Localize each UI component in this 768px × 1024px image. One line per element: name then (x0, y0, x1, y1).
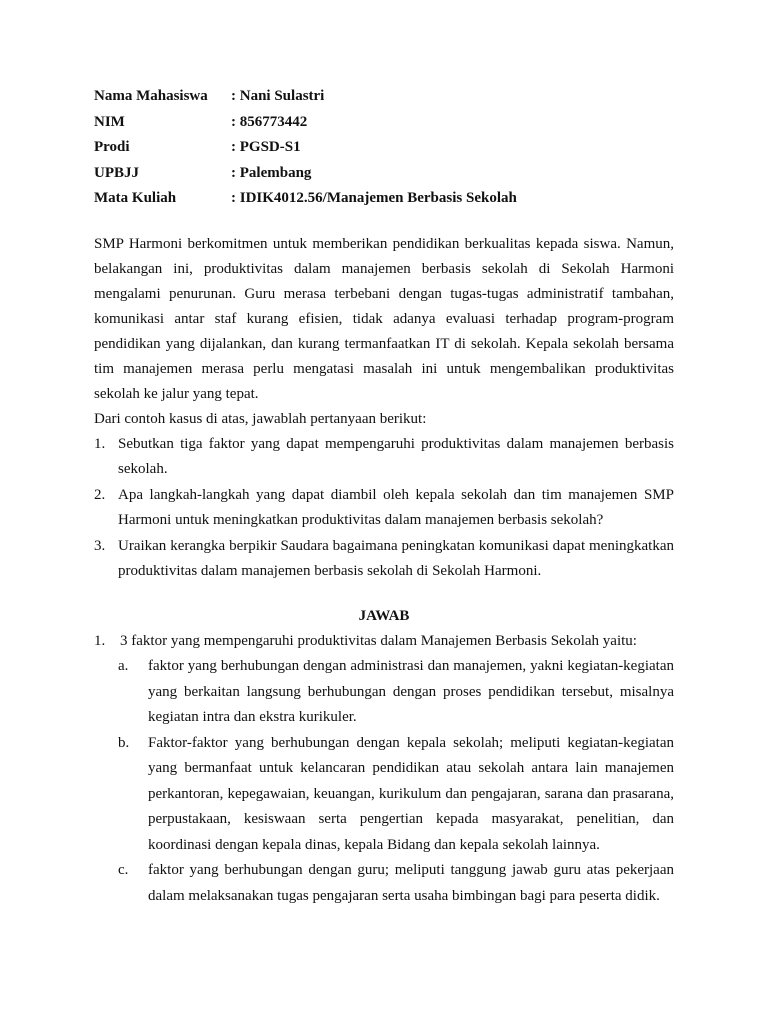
info-value: : Nani Sulastri (231, 88, 325, 104)
info-row-course (94, 186, 674, 212)
question-text: Sebutkan tiga faktor yang dapat mempengaruhi produktivitas dalam manajemen berbasis sekolah. (118, 435, 674, 477)
answer-list (94, 629, 674, 910)
info-label: Nama Mahasiswa (94, 88, 208, 104)
answer-sublist (118, 654, 674, 909)
question-text: Apa langkah-langkah yang dapat diambil oleh kepala sekolah dan tim manajemen SMP Harmoni untuk meningkatkan produktivitas dalam manajemen berbasis sekolah? (118, 486, 674, 528)
answer-intro: 3 faktor yang mempengaruhi produktivitas dalam Manajemen Berbasis Sekolah yaitu: (120, 632, 637, 649)
answer-number: 1. (94, 632, 106, 649)
question-list (94, 432, 674, 585)
info-label: NIM (94, 113, 125, 130)
answer-subitem (118, 858, 674, 909)
subitem-text: faktor yang berhubungan dengan administrasi dan manajemen, yakni kegiatan-kegiatan yang berkaitan langsung berhubungan dengan proses pendidikan tersebut, misalnya kegiatan intra dan ekstra kurikuler. (148, 658, 674, 725)
info-value: : Palembang (231, 164, 312, 181)
info-label: Prodi (94, 139, 130, 155)
question-item (94, 483, 674, 534)
info-row-name (94, 84, 674, 110)
question-number: 2. (94, 486, 106, 503)
subitem-letter: a. (118, 658, 129, 674)
question-number: 3. (94, 537, 106, 554)
answer-subitem (118, 654, 674, 731)
info-label: UPBJJ (94, 164, 139, 181)
answer-heading: JAWAB (358, 607, 410, 624)
question-text: Uraikan kerangka berpikir Saudara bagaimana peningkatan komunikasi dapat meningkatkan produktivitas dalam manajemen berbasis sekolah di Sekolah Harmoni. (118, 537, 674, 579)
info-row-upbjj (94, 161, 674, 187)
info-row-prodi (94, 135, 674, 161)
subitem-letter: c. (118, 862, 129, 878)
subitem-text: Faktor-faktor yang berhubungan dengan kepala sekolah; meliputi kegiatan-kegiatan yang bermanfaat untuk kelancaran pendidikan atau sekolah antara lain manajemen perkantoran, kepegawaian, keuangan, kurikulum dan pengajaran, sarana dan prasarana, perpustakaan, kesiswaan serta pengertian kepada masyarakat, penelitian, dan koordinasi dengan kepala dinas, kepala Bidang dan kepala sekolah lainnya. (148, 734, 674, 853)
question-prompt: Dari contoh kasus di atas, jawablah pertanyaan berikut: (94, 410, 427, 427)
question-number: 1. (94, 435, 106, 452)
subitem-letter: b. (118, 734, 130, 751)
answer-subitem (118, 731, 674, 859)
answer-item (94, 629, 674, 655)
info-value: : 856773442 (231, 113, 308, 130)
info-row-nim (94, 110, 674, 136)
question-item (94, 534, 674, 585)
question-item (94, 432, 674, 483)
info-value: : IDIK4012.56/Manajemen Berbasis Sekolah (231, 190, 517, 206)
info-value: : PGSD-S1 (231, 139, 301, 155)
case-paragraph: SMP Harmoni berkomitmen untuk memberikan pendidikan berkualitas kepada siswa. Namun, belakangan ini, produktivitas dalam manajemen berbasis sekolah di Sekolah Harmoni mengalami penurunan. Guru merasa terbebani dengan tugas-tugas administratif tambahan, komunikasi antar staf kurang efisien, tidak adanya evaluasi terhadap program-program pendidikan yang dijalankan, dan kurang termanfaatkan IT di sekolah. Kepala sekolah bersama tim manajemen merasa perlu mengatasi masalah ini untuk mengembalikan produktivitas sekolah ke jalur yang tepat. (94, 235, 674, 402)
student-info (94, 84, 674, 212)
info-label: Mata Kuliah (94, 190, 177, 206)
subitem-text: faktor yang berhubungan dengan guru; meliputi tanggung jawab guru atas pekerjaan dalam melaksanakan tugas pengajaran serta usaha bimbingan bagi para peserta didik. (148, 862, 674, 904)
